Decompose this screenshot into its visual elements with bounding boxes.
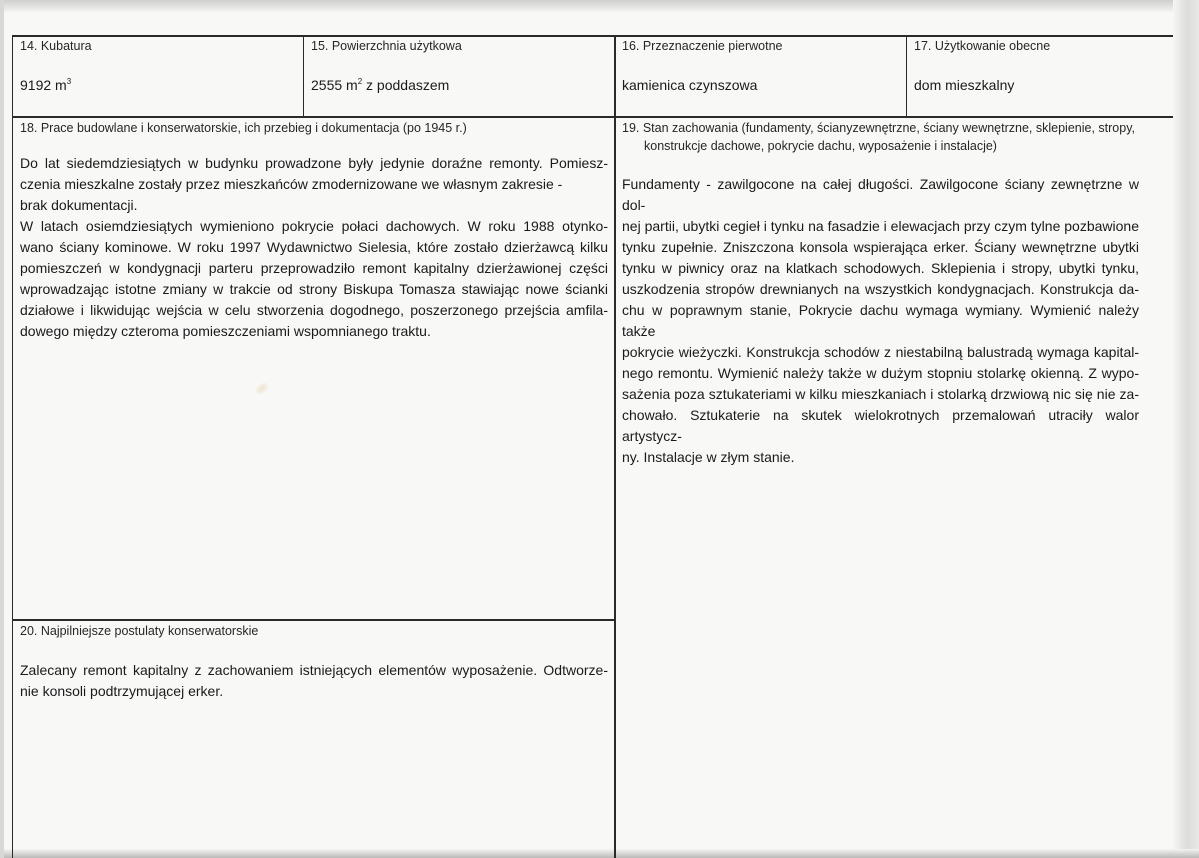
stan-line: tynku w piwnicy oraz na klatkach schodowych. Sklepienia i stropy, ubytki tynku,	[622, 260, 1139, 276]
stan-label-line1: 19. Stan zachowania (fundamenty, ścianyzewnętrzne, ściany wewnętrzne, sklepienie, stropy,	[622, 121, 1135, 135]
kubatura-label: 14. Kubatura	[20, 39, 92, 53]
postulaty-line: Zalecany remont kapitalny z zachowaniem istniejących elementów wyposażenie. Odtworze-	[20, 662, 608, 678]
stan-line: nego remontu. Wymienić należy także w dużym stopniu stolarkę okienną. Z wypo-	[622, 365, 1139, 381]
prace-line: wano ściany kominowe. W roku 1997 Wydawnictwo Sielesia, które zostało dzierżawcą kilku	[20, 239, 608, 255]
stan-line: sażenia poza sztukateriami w kilku mieszkaniach i stolarką drzwiową nic się nie za-	[622, 386, 1139, 402]
table-top-border	[12, 35, 1173, 37]
kubatura-unit-exponent: 3	[66, 77, 72, 86]
powierzchnia-suffix: z poddaszem	[362, 77, 450, 93]
powierzchnia-number: 2555 m	[311, 77, 358, 93]
kubatura-number: 9192 m	[20, 77, 67, 93]
section20-top-border	[12, 619, 615, 621]
stan-line: pokrycie wieżyczki. Konstrukcja schodów z niestabilną balustradą wymaga kapital-	[622, 344, 1139, 360]
scan-edge-right	[1173, 0, 1199, 858]
stan-line: tynku zupełnie. Zniszczona konsola wspierająca erker. Ściany wewnętrzne ubytki	[622, 239, 1139, 255]
powierzchnia-unit-exponent: 2	[357, 77, 363, 86]
przeznaczenie-value: kamienica czynszowa	[622, 77, 758, 93]
left-border	[12, 35, 13, 858]
postulaty-label: 20. Najpilniejsze postulaty konserwatorskie	[20, 624, 259, 638]
postulaty-text	[20, 660, 608, 702]
row1-divider-1	[303, 35, 304, 117]
stan-line: ny. Instalacje w złym stanie.	[622, 449, 795, 465]
uzytkowanie-label: 17. Użytkowanie obecne	[914, 39, 1051, 53]
postulaty-line: nie konsoli podtrzymującej erker.	[20, 683, 224, 699]
stan-line: chu w poprawnym stanie, Pokrycie dachu wymaga wymiany. Wymienić należy także	[622, 302, 1139, 339]
prace-line: pomieszczeń w kondygnacji parteru przeprowadziło remont kapitalny dzierżawionej części	[20, 260, 608, 276]
paper-stain	[254, 381, 271, 397]
prace-line: dowego między czteroma pomieszczeniami wspomnianego traktu.	[20, 323, 431, 339]
scan-edge-bottom	[0, 849, 1199, 858]
cell-kubatura	[20, 38, 92, 55]
cell-przeznaczenie	[622, 38, 783, 55]
row1-bottom-border	[12, 116, 1173, 118]
uzytkowanie-value: dom mieszkalny	[914, 77, 1015, 93]
przeznaczenie-label: 16. Przeznaczenie pierwotne	[622, 39, 783, 53]
stan-line: uszkodzenia stropów drewnianych na wszystkich kondygnacjach. Konstrukcja da-	[622, 281, 1139, 297]
prace-line: wprowadzając istotne zmiany w trakcie od strony Biskupa Tomasza stawiając nowe ścianki	[20, 281, 608, 297]
scan-edge-top	[0, 0, 1199, 12]
cell-powierzchnia	[311, 38, 462, 55]
center-divider	[614, 35, 616, 858]
prace-label: 18. Prace budowlane i konserwatorskie, ich przebieg i dokumentacja (po 1945 r.)	[20, 121, 467, 135]
prace-line: brak dokumentacji.	[20, 197, 138, 213]
stan-line: chowało. Sztukaterie na skutek wielokrotnych przemalowań utraciły walor artystycz-	[622, 407, 1139, 444]
powierzchnia-label: 15. Powierzchnia użytkowa	[311, 39, 462, 53]
stan-label-line2: konstrukcje dachowe, pokrycie dachu, wyposażenie i instalacje)	[644, 139, 997, 153]
stan-line: Fundamenty - zawilgocone na całej długości. Zawilgocone ściany zewnętrzne w dol-	[622, 176, 1139, 213]
prace-line: działowe i likwidując wejścia w celu stworzenia dogodnego, poszerzonego przejścia amfila-	[20, 302, 608, 318]
prace-text	[20, 153, 608, 342]
prace-line: Do lat siedemdziesiątych w budynku prowadzone były jedynie doraźne remonty. Pomiesz-	[20, 155, 608, 171]
prace-line: W latach osiemdziesiątych wymieniono pokrycie połaci dachowych. W roku 1988 otynko-	[20, 218, 608, 234]
stan-line: nej partii, ubytki cegieł i tynku na fasadzie i elewacjach przy czym tylne pozbawione	[622, 218, 1139, 234]
scan-edge-left	[0, 0, 4, 858]
row1-divider-3	[906, 35, 907, 117]
cell-uzytkowanie	[914, 38, 1050, 55]
powierzchnia-value	[311, 77, 449, 93]
kubatura-value	[20, 77, 71, 93]
stan-text	[622, 174, 1139, 468]
prace-line: czenia mieszkalne zostały przez mieszkańców zmodernizowane we własnym zakresie -	[20, 176, 563, 192]
